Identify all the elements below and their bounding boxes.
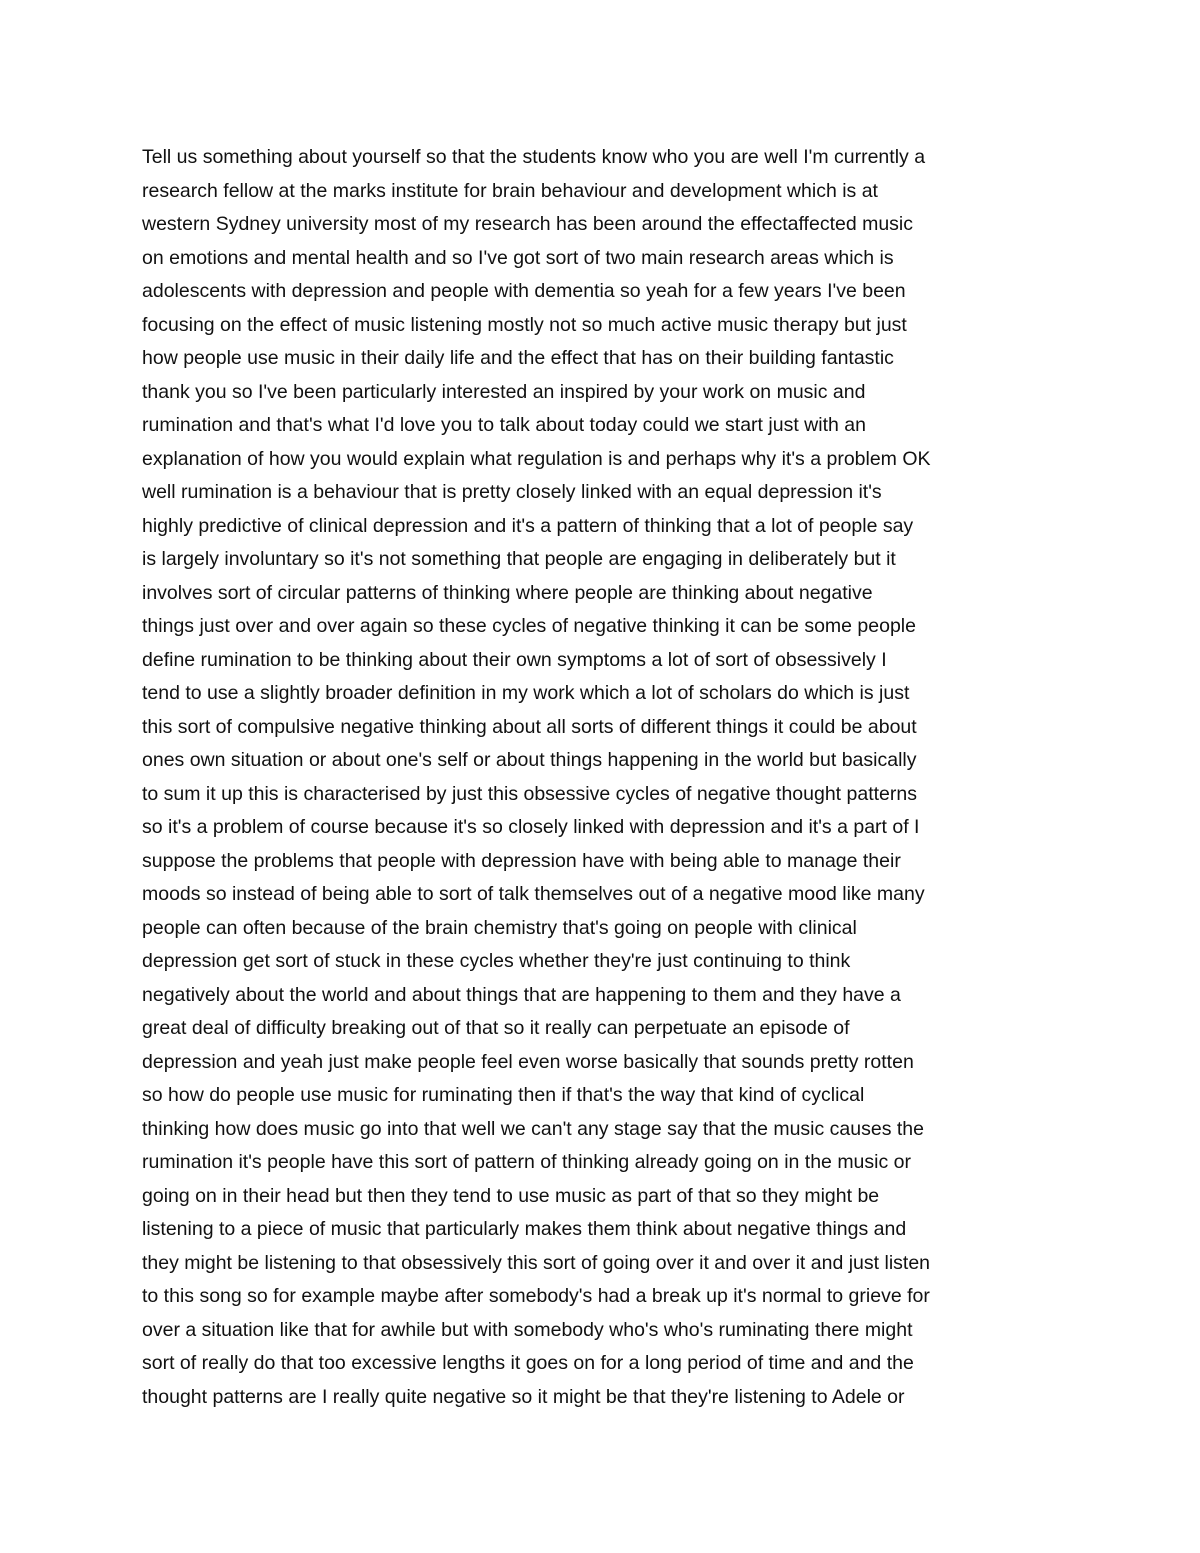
text-line: to sum it up this is characterised by just this obsessive cycles of negative thought patterns [142,782,917,805]
text-line: Tell us something about yourself so that the students know who you are well I'm currently a [142,146,926,168]
text-line: is largely involuntary so it's not something that people are engaging in deliberately but it [142,548,896,570]
text-line: how people use music in their daily life and the effect that has on their building fantastic [142,347,894,369]
text-line: to this song so for example maybe after somebody's had a break up it's normal to grieve for [142,1285,930,1307]
text-line: on emotions and mental health and so I've got sort of two main research areas which is [142,246,894,269]
text-line: so how do people use music for ruminating then if that's the way that kind of cyclical [142,1084,865,1106]
text-line: great deal of difficulty breaking out of that so it really can perpetuate an episode of [142,1017,850,1039]
text-line: rumination and that's what I'd love you to talk about today could we start just with an [142,414,866,436]
text-line: moods so instead of being able to sort of talk themselves out of a negative mood like many [142,883,925,905]
transcript-text [142,141,1072,1414]
text-line: people can often because of the brain chemistry that's going on people with clinical [142,916,857,939]
text-line: sort of really do that too excessive lengths it goes on for a long period of time and and the [142,1352,914,1374]
text-line: over a situation like that for awhile but with somebody who's who's ruminating there might [142,1318,913,1341]
text-line: define rumination to be thinking about their own symptoms a lot of sort of obsessively I [142,648,887,671]
text-line: suppose the problems that people with depression have with being able to manage their [142,849,901,872]
text-line: going on in their head but then they tend to use music as part of that so they might be [142,1184,880,1207]
text-line: depression and yeah just make people feel even worse basically that sounds pretty rotten [142,1050,914,1073]
text-line: this sort of compulsive negative thinking about all sorts of different things it could be about [142,715,917,738]
text-line: ones own situation or about one's self or about things happening in the world but basically [142,749,917,771]
text-line: western Sydney university most of my research has been around the effectaffected music [142,213,914,235]
text-line: tend to use a slightly broader definition in my work which a lot of scholars do which is just [142,682,910,704]
text-line: thinking how does music go into that well we can't any stage say that the music causes the [142,1117,924,1140]
text-line: involves sort of circular patterns of thinking where people are thinking about negative [142,581,873,604]
text-line: well rumination is a behaviour that is pretty closely linked with an equal depression it's [142,481,882,503]
text-line: thought patterns are I really quite negative so it might be that they're listening to Adele or [142,1385,905,1408]
text-line: thank you so I've been particularly interested an inspired by your work on music and [142,380,866,403]
text-line: focusing on the effect of music listening mostly not so much active music therapy but just [142,313,907,336]
text-line: research fellow at the marks institute for brain behaviour and development which is at [142,179,878,202]
text-line: things just over and over again so these cycles of negative thinking it can be some people [142,615,916,637]
text-line: so it's a problem of course because it's so closely linked with depression and it's a part of I [142,816,920,838]
text-line: explanation of how you would explain what regulation is and perhaps why it's a problem OK [142,447,931,470]
text-line: highly predictive of clinical depression and it's a pattern of thinking that a lot of people say [142,514,914,537]
text-line: depression get sort of stuck in these cycles whether they're just continuing to think [142,950,851,972]
text-line: listening to a piece of music that particularly makes them think about negative things and [142,1218,907,1240]
text-line: negatively about the world and about things that are happening to them and they have a [142,983,901,1006]
text-line: adolescents with depression and people with dementia so yeah for a few years I've been [142,280,906,302]
text-line: rumination it's people have this sort of pattern of thinking already going on in the music or [142,1151,911,1173]
text-line: they might be listening to that obsessively this sort of going over it and over it and just listen [142,1251,931,1274]
